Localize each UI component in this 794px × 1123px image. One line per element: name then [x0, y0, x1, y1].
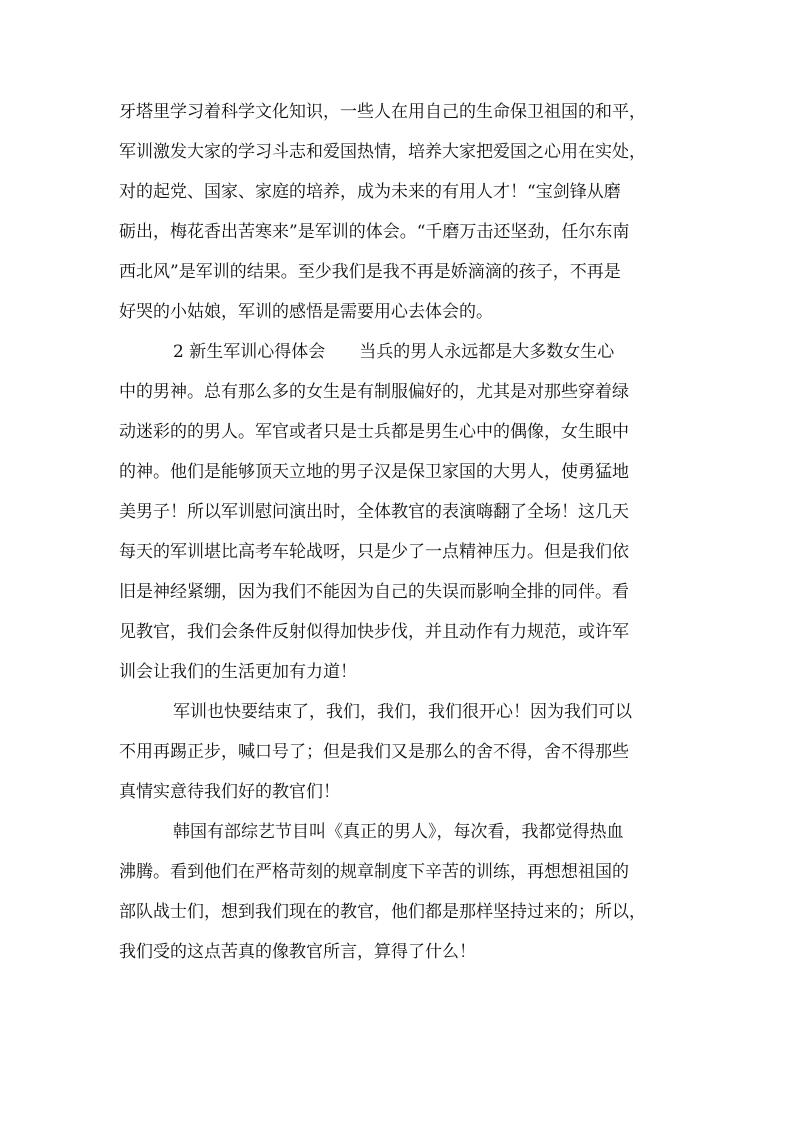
- text-line: 我们受的这点苦真的像教官所言，算得了什么！: [119, 942, 476, 962]
- text-line: 牙塔里学习着科学文化知识，一些人在用自己的生命保卫祖国的和平，: [119, 102, 646, 122]
- text-line: 见教官，我们会条件反射似得加快步伐，并且动作有力规范，或许军: [119, 622, 629, 642]
- text-line: 砺出，梅花香出苦寒来”是军训的体会。“千磨万击还坚劲，任尔东南: [119, 222, 630, 242]
- text-line: 每天的军训堪比高考车轮战呀，只是少了一点精神压力。但是我们依: [119, 542, 629, 562]
- text-line: 部队战士们，想到我们现在的教官，他们都是那样坚持过来的；所以，: [119, 902, 646, 922]
- paragraph-2: [119, 332, 679, 692]
- text-line: 训会让我们的生活更加有力道！: [119, 662, 357, 682]
- text-line: 不用再踢正步，喊口号了；但是我们又是那么的舍不得，舍不得那些: [119, 742, 629, 762]
- text-line: 动迷彩的的男人。军官或者只是士兵都是男生心中的偶像，女生眼中: [119, 422, 629, 442]
- text-line: 中的男神。总有那么多的女生是有制服偏好的，尤其是对那些穿着绿: [119, 382, 629, 402]
- text-line: 的神。他们是能够顶天立地的男子汉是保卫家国的大男人，使勇猛地: [119, 462, 629, 482]
- text-line: 西北风”是军训的结果。至少我们是我不再是娇滴滴的孩子，不再是: [119, 262, 621, 282]
- text-line: 军训激发大家的学习斗志和爱国热情，培养大家把爱国之心用在实处，: [119, 142, 646, 162]
- text-line: 军训也快要结束了，我们，我们，我们很开心！因为我们可以: [173, 702, 632, 722]
- text-line: 韩国有部综艺节目叫《真正的男人》，每次看，我都觉得热血: [173, 822, 624, 842]
- text-line: 沸腾。看到他们在严格苛刻的规章制度下辛苦的训练，再想想祖国的: [119, 862, 629, 882]
- paragraph-4: [119, 812, 679, 972]
- text-line: 对的起党、国家、家庭的培养，成为未来的有用人才！“宝剑锋从磨: [119, 182, 621, 202]
- text-line: 好哭的小姑娘，军训的感悟是需要用心去体会的。: [119, 302, 493, 322]
- paragraph-1: [119, 92, 679, 332]
- text-line: 美男子！所以军训慰问演出时，全体教官的表演嗨翻了全场！这几天: [119, 502, 629, 522]
- text-line: 真情实意待我们好的教官们！: [119, 782, 340, 802]
- text-line: 旧是神经紧绷，因为我们不能因为自己的失误而影响全排的同伴。看: [119, 582, 629, 602]
- text-line: 2 新生军训心得体会 当兵的男人永远都是大多数女生心: [173, 342, 615, 362]
- document-body: [119, 92, 679, 972]
- paragraph-3: [119, 692, 679, 812]
